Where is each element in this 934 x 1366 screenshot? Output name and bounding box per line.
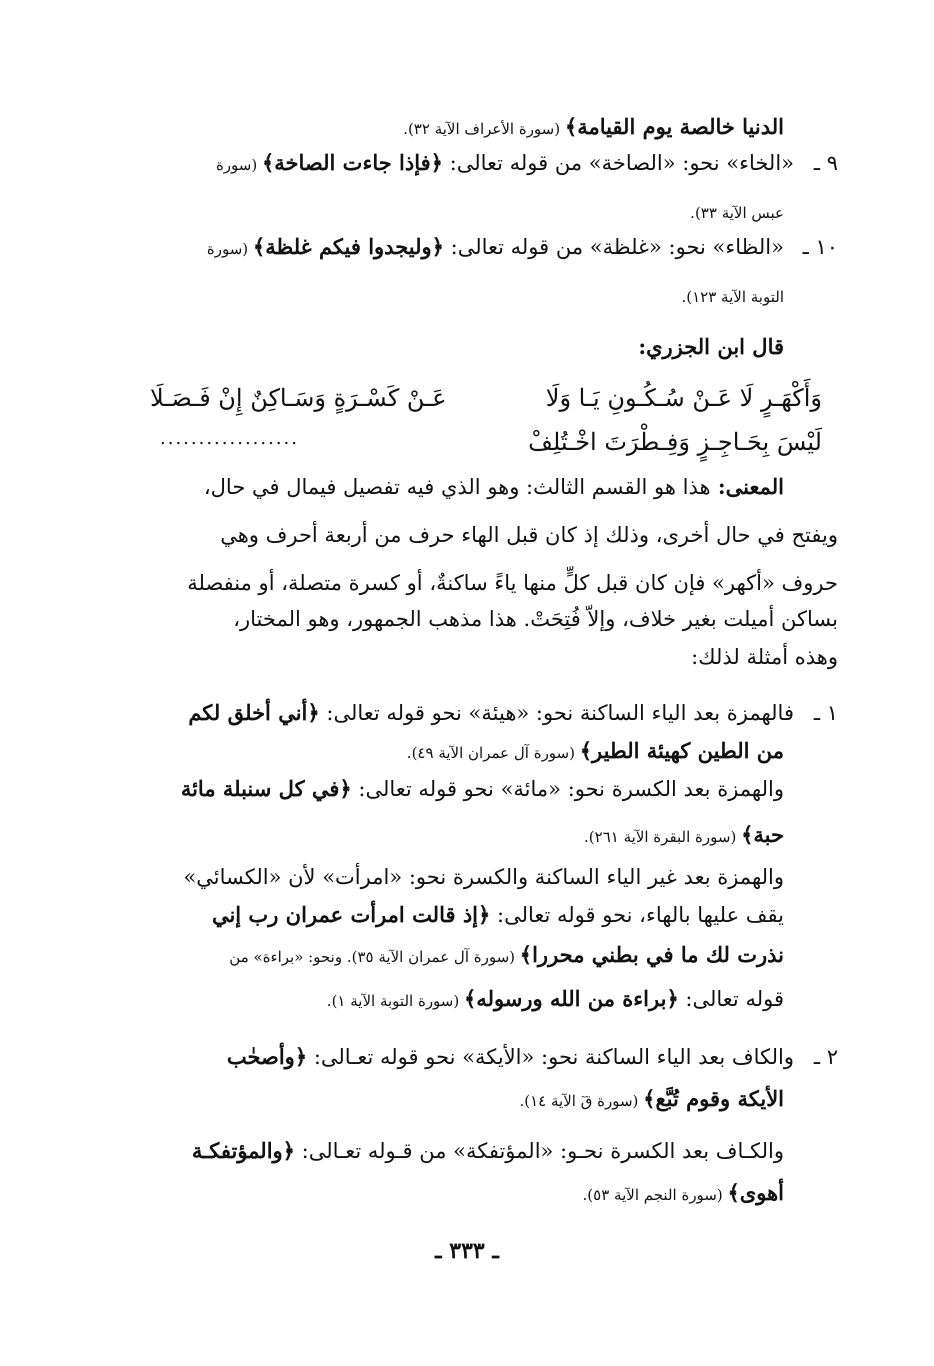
body-text: يقف عليها بالهاء، نحو قوله تعالى: [490, 903, 784, 927]
text-line [130, 278, 784, 314]
text-line [130, 982, 784, 1018]
surah-reference: (سورة الأعراف الآية ٣٢). [403, 120, 565, 138]
quran-verse: الأيكة وقوم تُبَّع﴾ [643, 1086, 784, 1111]
body-text: «الخاء» نحو: «الصاخة» من قوله تعالى: [442, 151, 794, 175]
body-text: هذا هو القسم الثالث: وهو الذي فيه تفصيل فيمال في حال، [203, 475, 711, 499]
body-text: والهمزة بعد الكسرة نحو: «مائة» نحو قوله تعالى: [351, 777, 784, 801]
label-meaning: المعنى: [710, 474, 784, 499]
body-text: والكـاف بعد الكسرة نحـو: «المؤتفكة» من قـوله تعـالى: [295, 1139, 784, 1163]
item-number: ٢ ـ [813, 1045, 838, 1069]
item-number: ١٠ ـ [802, 235, 838, 259]
surah-reference: (سورة قٓ الآية ١٤). [519, 1092, 644, 1110]
text-line [130, 230, 784, 266]
poem-hemistich-left: عَـنْ كَسْـرَةٍ وَسَـاكِنٌ إِنْ فَـصَـلَا [150, 384, 447, 412]
body-text: فالهمزة بعد الياء الساكنة نحو: «هيئة» نحو قوله تعالى: [319, 701, 794, 725]
surah-reference: (سورة النجم الآية ٥٣). [582, 1186, 728, 1204]
body-text: «الظاء» نحو: «غلظة» من قوله تعالى: [443, 235, 784, 259]
text-line [130, 772, 784, 806]
text-line [130, 146, 794, 182]
quran-verse: ﴿والمؤتفكـة [191, 1138, 295, 1163]
quran-verse: ﴿أني أخلق لكم [188, 700, 320, 725]
body-text: والكاف بعد الياء الساكنة نحو: «الأيكة» نحو قوله تعـالى: [307, 1045, 794, 1069]
poem-hemistich-right: لَيْسَ بِحَـاجِـزٍ وَفِـطْرَتَ اخْـتُلِفْ [528, 428, 822, 456]
surah-reference: التوبة الآية ١٢٣). [681, 288, 784, 306]
text-line: وهذه أمثلة لذلك: [691, 645, 838, 669]
quran-verse: حبة﴾ [741, 822, 784, 847]
quran-verse: نذرت لك ما في بطني محررا﴾ [519, 942, 784, 967]
text-line [130, 1176, 784, 1212]
text-line: والهمزة بعد غير الياء الساكنة والكسرة نحو: «امرأت» لأن «الكسائي» [183, 865, 784, 889]
surah-reference: (سورة [215, 156, 262, 174]
surah-reference: (سورة التوبة الآية ١). [326, 992, 464, 1010]
text-line [130, 734, 784, 770]
surah-reference: (سورة البقرة الآية ٢٦١). [584, 828, 742, 846]
text-line [130, 898, 784, 932]
text-line [130, 1040, 794, 1074]
quran-bracket: ﴾ [564, 114, 578, 139]
text-line [130, 818, 784, 854]
section-heading: قال ابن الجزري: [638, 334, 784, 359]
text-line: ويفتح في حال أخرى، وذلك إذ كان قبل الهاء حرف من أربعة أحرف وهي [220, 523, 838, 547]
quran-verse: من الطين كهيئة الطير﴾ [579, 738, 784, 763]
quran-verse: ﴿إذ قالت امرأت عمران رب إني [211, 902, 491, 927]
quran-verse: الدنيا خالصة يوم القيامة [577, 114, 784, 139]
text-line [130, 470, 784, 504]
item-number: ٩ ـ [813, 151, 838, 175]
poem-dots: .................. [160, 428, 299, 449]
quran-verse: أهوى﴾ [727, 1180, 784, 1205]
surah-reference: (سورة آل عمران الآية ٤٩). [406, 744, 580, 762]
text-line [130, 110, 784, 146]
quran-verse: ﴿براءة من الله ورسوله﴾ [464, 986, 679, 1011]
surah-reference: (سورة [206, 240, 253, 258]
text-line: حروف «أكهر» فإن كان قبل كلٍّ منها ياءً ساكنةٌ، أو كسرة متصلة، أو منفصلة [187, 571, 838, 595]
text-line: بساكن أميلت بغير خلاف، وإلاّ فُتِحَتْ. هذا مذهب الجمهور، وهو المختار، [233, 607, 838, 631]
quran-verse: ﴿فإذا جاءت الصاخة﴾ [261, 150, 443, 175]
body-text: قوله تعالى: [678, 987, 784, 1011]
text-line [130, 1082, 784, 1118]
quran-verse: ﴿وأصحٰب [226, 1044, 308, 1069]
surah-reference: (سورة آل عمران الآية ٣٥). ونحو: «براءة» من [229, 948, 520, 966]
poem-hemistich-right: وَأَكْهَـرٍ لَا عَـنْ سُـكُـونِ يَـا وَلَا [545, 384, 822, 412]
text-line [130, 194, 784, 230]
text-line [130, 696, 794, 730]
surah-reference: عبس الآية ٣٣). [690, 204, 784, 222]
text-line [130, 1134, 784, 1168]
page-number: ـ ٣٣٣ ـ [435, 1238, 499, 1264]
text-line [130, 938, 784, 974]
quran-verse: ﴿في كل سنبلة مائة [180, 776, 352, 801]
quran-verse: ﴿وليجدوا فيكم غلظة﴾ [252, 234, 444, 259]
item-number: ١ ـ [813, 701, 838, 725]
